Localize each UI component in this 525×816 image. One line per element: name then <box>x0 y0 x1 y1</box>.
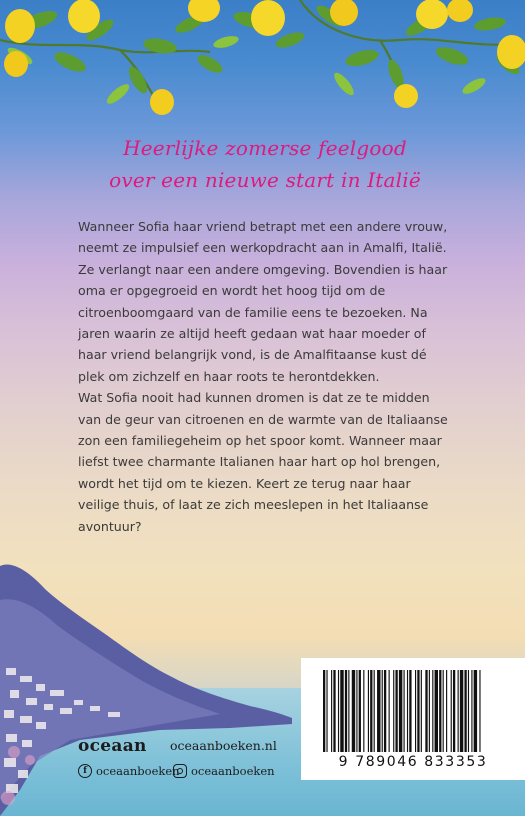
barcode-bar <box>377 670 380 752</box>
barcode-bar <box>370 670 372 752</box>
barcode-bar <box>417 670 419 752</box>
barcode-bar <box>458 670 459 752</box>
isbn-number: 9 789046 833353 <box>338 754 488 770</box>
blurb-paragraph-2: Wat Sofia nooit had kunnen dromen is dat ze te midden van de geur van citroenen en de warmte van de Italiaanse zon een familiegeheim op het spoor komt. Wanneer maar liefst twee charmante Italianen haar hart op hol brengen, wordt het tijd om te kiezen. Keert ze terug naar haar veilige thuis, of laat ze zich meeslepen in het Italiaanse avontuur? <box>78 390 448 534</box>
barcode-bar <box>446 670 447 752</box>
barcode-bar <box>435 670 438 752</box>
barcode-bar <box>443 670 444 752</box>
facebook-link <box>78 764 180 778</box>
barcode-bar <box>479 670 480 752</box>
barcode-bar <box>323 670 325 752</box>
barcode-bar <box>460 670 463 752</box>
barcode-bar <box>352 670 355 752</box>
barcode-panel <box>301 658 525 780</box>
barcode-bar <box>415 670 416 752</box>
barcode-bar <box>453 670 455 752</box>
publisher-logo: oceaan <box>78 736 147 756</box>
barcode-bar <box>340 670 343 752</box>
barcode-bar <box>464 670 466 752</box>
barcode-bar <box>395 670 397 752</box>
barcode-bar <box>345 670 347 752</box>
barcode-bar <box>429 670 430 752</box>
instagram-icon <box>173 764 187 778</box>
barcode-bar <box>425 670 427 752</box>
blurb <box>78 216 450 537</box>
barcode-bar <box>384 670 386 752</box>
barcode-bar <box>356 670 357 752</box>
barcode-bar <box>404 670 405 752</box>
barcode-bar <box>468 670 469 752</box>
barcode-bar <box>471 670 472 752</box>
barcode-bar <box>333 670 335 752</box>
barcode-bar <box>382 670 383 752</box>
facebook-handle: oceaanboeken <box>96 764 180 778</box>
barcode-bar <box>474 670 477 752</box>
tagline: Heerlijke zomerse feelgood over een nieuwe start in Italië <box>109 136 421 192</box>
barcode-bar <box>374 670 375 752</box>
barcode-bar <box>393 670 394 752</box>
barcode-bar <box>432 670 433 752</box>
barcode-bar <box>451 670 452 752</box>
barcode-bar <box>331 670 332 752</box>
publisher-website: oceaanboeken.nl <box>170 738 277 753</box>
barcode-bar <box>399 670 402 752</box>
barcode-bars <box>321 670 505 752</box>
barcode-bar <box>368 670 369 752</box>
facebook-icon: f <box>78 764 92 778</box>
barcode-bar <box>409 670 411 752</box>
barcode-bar <box>439 670 441 752</box>
barcode-bar <box>389 670 390 752</box>
barcode-bar <box>407 670 408 752</box>
barcode-bar <box>338 670 339 752</box>
barcode-bar <box>326 670 327 752</box>
barcode-bar <box>359 670 361 752</box>
barcode-bar <box>421 670 422 752</box>
blurb-paragraph-1: Wanneer Sofia haar vriend betrapt met een andere vrouw, neemt ze impulsief een werkopdracht aan in Amalfi, Italië. Ze verlangt naar een andere omgeving. Bovendien is haar oma er opgegroeid en wordt het hoog tijd om de citroenboomgaard van de familie eens te bezoeken. Na jaren waarin ze altijd heeft gedaan wat haar moeder of haar vriend belangrijk vond, is de Amalfitaanse kust dé plek om zichzelf en haar roots te herontdekken. <box>78 219 448 384</box>
barcode-bar <box>348 670 349 752</box>
instagram-link <box>173 764 275 778</box>
publisher-info <box>78 736 298 796</box>
instagram-handle: oceaanboeken <box>191 764 275 778</box>
barcode-bar <box>363 670 364 752</box>
